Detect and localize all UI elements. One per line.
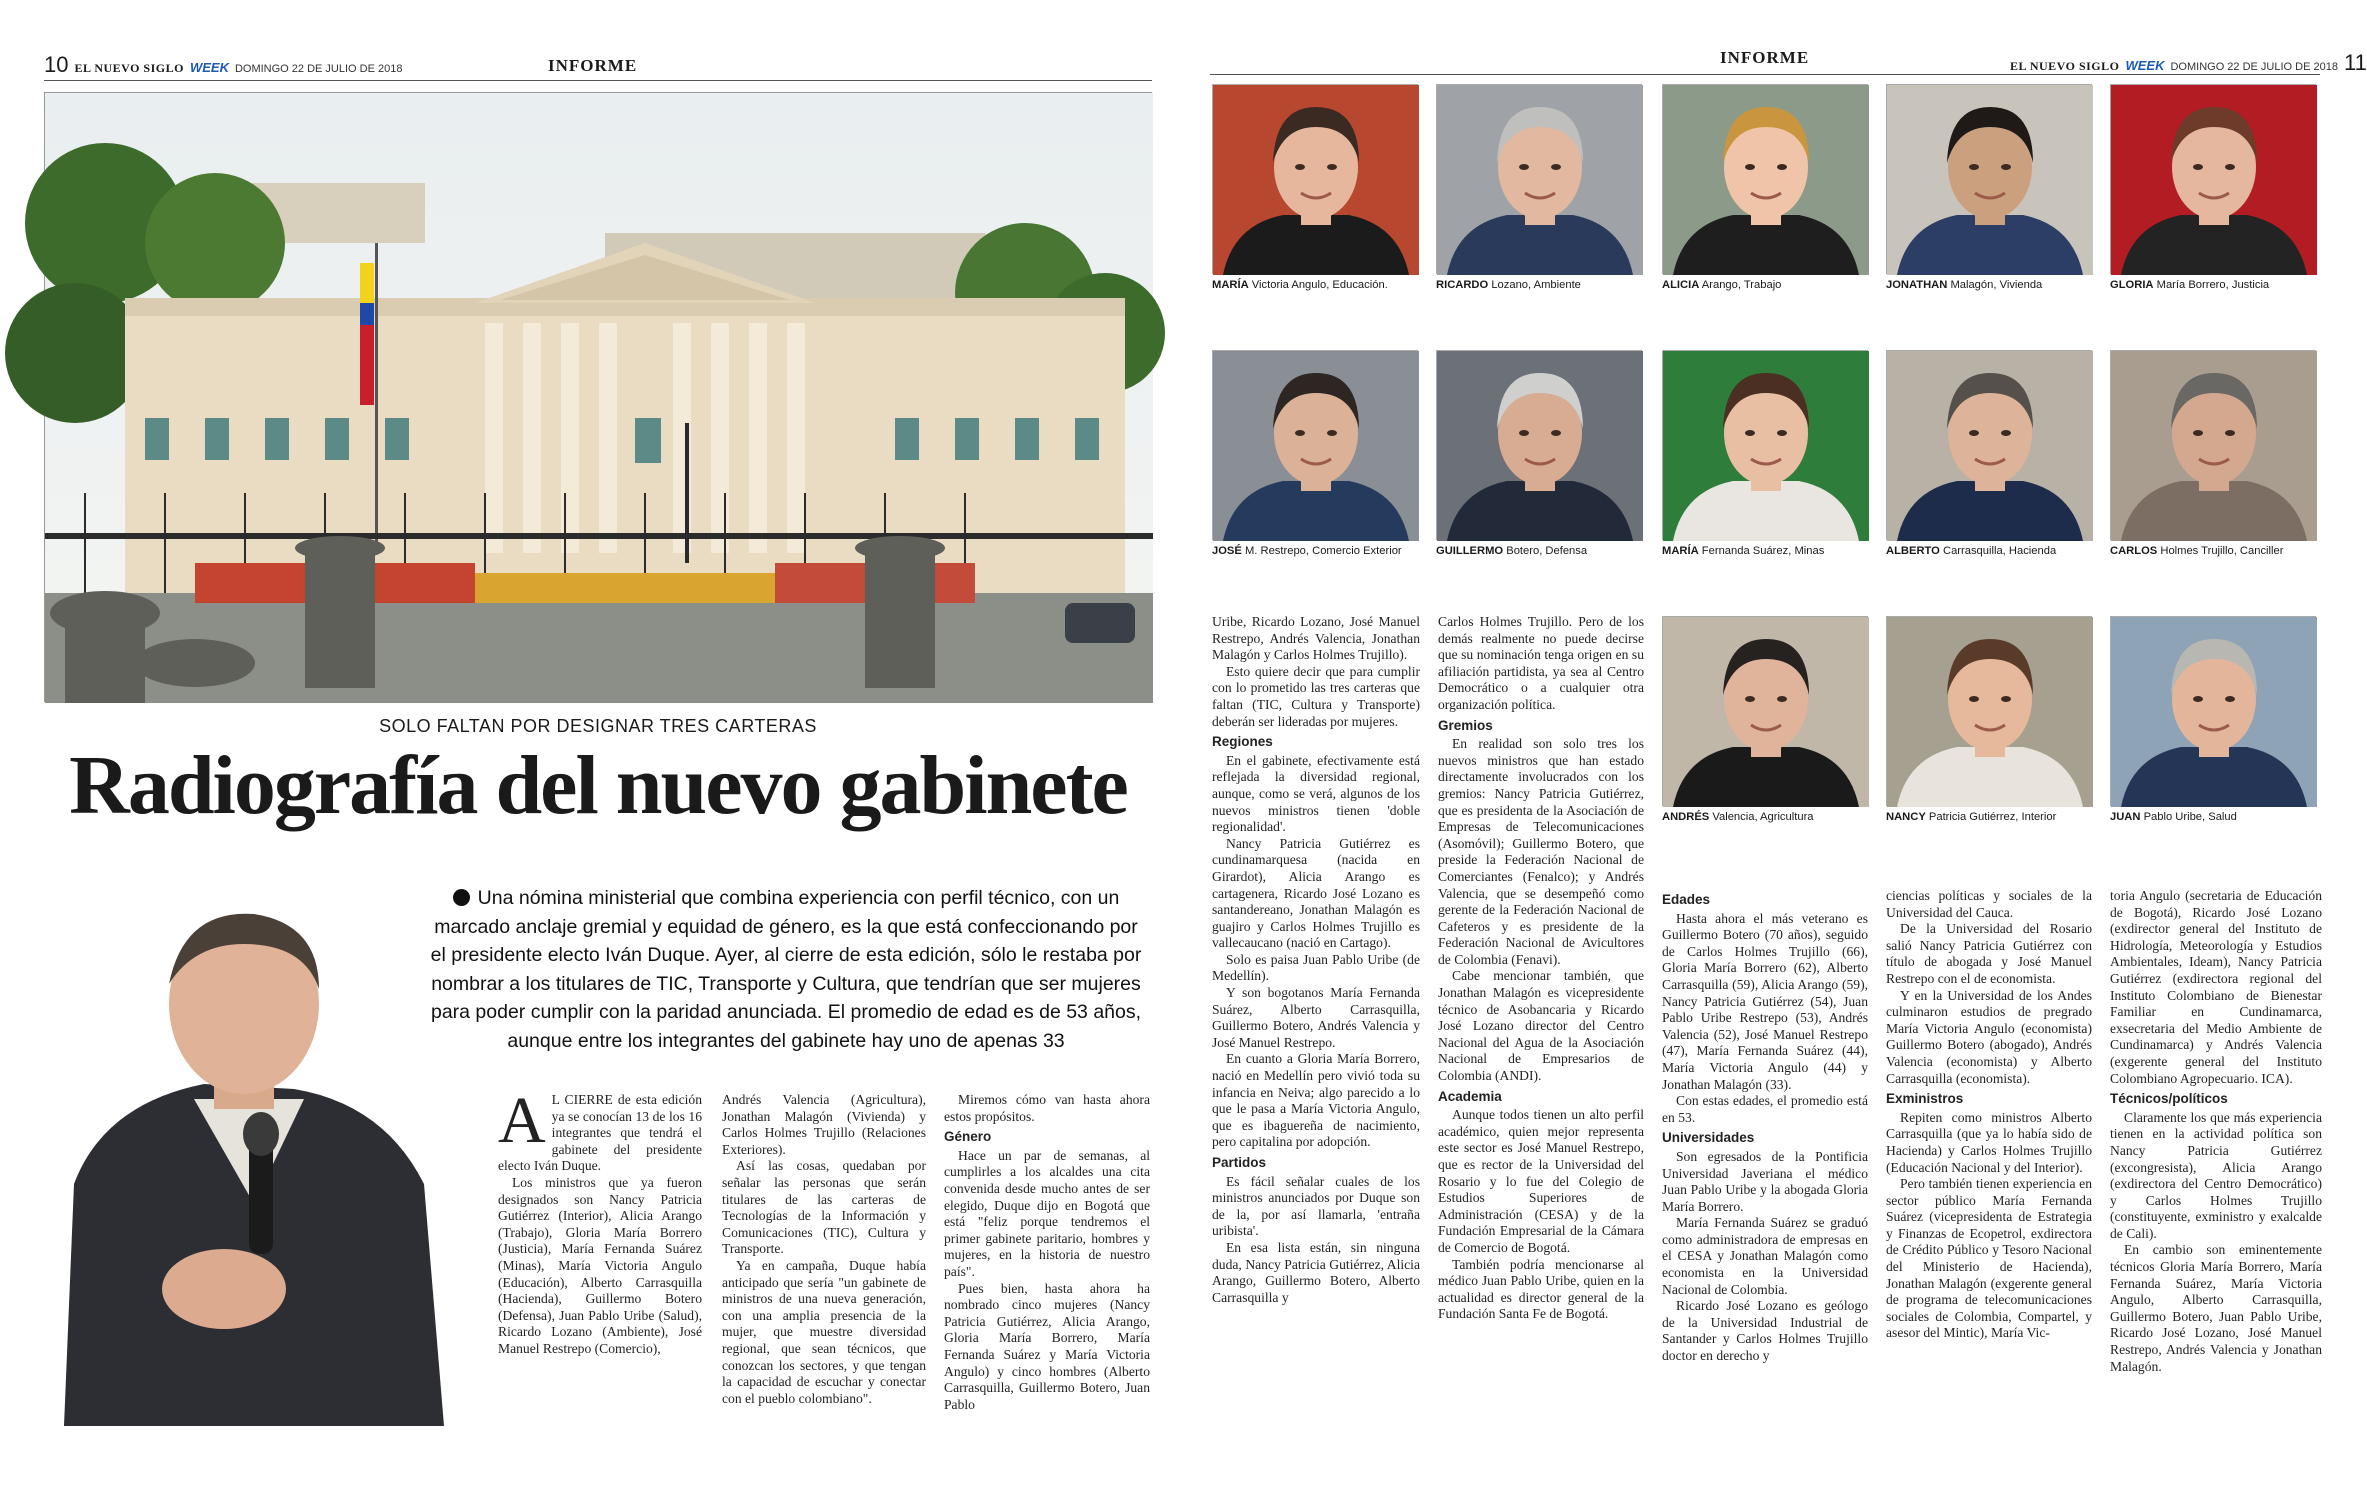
portrait-8 <box>1886 350 2092 557</box>
subhead-edades: Edades <box>1662 892 1711 907</box>
page-number-right: 11 <box>2343 50 2367 75</box>
portrait-photo <box>1662 84 1868 274</box>
portrait-caption: GUILLERMO Botero, Defensa <box>1436 545 1588 557</box>
portrait-0 <box>1212 84 1418 291</box>
portrait-photo <box>1436 350 1642 540</box>
portrait-12 <box>2110 616 2316 823</box>
section-label: INFORME <box>548 56 638 75</box>
portrait-caption: JOSÉ M. Restrepo, Comercio Exterior <box>1212 545 1402 557</box>
publication-name: EL NUEVO SIGLO <box>74 61 184 75</box>
portrait-caption: ALBERTO Carrasquilla, Hacienda <box>1886 545 2057 557</box>
section-label-right: INFORME <box>1720 48 1810 67</box>
portrait-caption: NANCY Patricia Gutiérrez, Interior <box>1886 811 2057 823</box>
portrait-caption: JONATHAN Malagón, Vivienda <box>1886 279 2043 291</box>
subhead-exministros: Exministros <box>1886 1091 1964 1107</box>
body-column-b: Carlos Holmes Trujillo. Pero de los demás realmente no puede decirse que su nominación tenga origen en su afiliación partidista, ya sea al Centro Democrático o a cualquier otra organización política. Gremios En realidad son solo tres los nuevos ministros que han estado directamente involucrados con los gremios: Nancy Patricia Gutiérrez, que es presidenta de la Asociación de Empresas de Telecomunicaciones (Asomóvil); Guillermo Botero, que preside la Federación Nacional de Comerciantes (Fenalco); y Andrés Valencia, que se desempeñó como gerente de la Federación Nacional de Cafeteros y es presidente de la Federación Nacional de Avicultores de Colombia (Fenavi). Cabe mencionar también, que Jonathan Malagón es vicepresidente técnico de Asobancaria y Ricardo José Lozano director del Centro Nacional del Agua de la Asociación Nacional de Empresarios de Colombia (ANDI). Academia Aunque todos tienen un alto perfil académico, quien mejor representa este sector es José Manuel Restrepo, que es rector de la Universidad del Rosario y lo fue del Colegio de Estudios Superiores de Administración (CESA) y de la Fundación Empresarial de la Cámara de Comercio de Bogotá. También podría mencionarse al médico Juan Pablo Uribe, quien en la actualidad es director general de la Fundación Santa Fe de Bogotá. <box>1438 614 1644 1322</box>
subhead-regiones: Regiones <box>1212 734 1273 750</box>
portrait-photo <box>1436 84 1642 274</box>
body-column-3: Miremos cómo van hasta ahora estos propósitos. Género Hace un par de semanas, al cumplirles a los alcaldes una cita convenida desde mucho antes de ser elegido, Duque dijo en Bogotá que está "feliz porque tendremos el primer gabinete paritario, hombres y mujeres, en la historia de nuestro país". Pues bien, hasta ahora ha nombrado cinco mujeres (Nancy Patricia Gutiérrez, Alicia Arango, Gloria María Borrero, María Fernanda Suárez y María Victoria Angulo) y cinco hombres (Alberto Carrasquilla, Guillermo Botero, Juan Pablo <box>944 1092 1150 1412</box>
portrait-photo <box>2110 616 2316 806</box>
portrait-caption: MARÍA Victoria Angulo, Educación. <box>1212 279 1388 291</box>
portrait-caption: ALICIA Arango, Trabajo <box>1662 279 1782 291</box>
portrait-3 <box>1886 84 2092 291</box>
subhead-partidos: Partidos <box>1212 1155 1267 1170</box>
week-label-right: WEEK <box>2125 58 2165 73</box>
portrait-4 <box>2110 84 2316 291</box>
portrait-photo <box>1662 350 1868 540</box>
bullet-icon <box>453 889 470 906</box>
kicker: SOLO FALTAN POR DESIGNAR TRES CARTERAS <box>379 716 817 736</box>
palace-photo <box>44 92 1152 702</box>
portrait-caption: RICARDO Lozano, Ambiente <box>1436 279 1581 291</box>
portrait-caption: ANDRÉS Valencia, Agricultura <box>1662 811 1814 823</box>
body-column-a: Uribe, Ricardo Lozano, José Manuel Restrepo, Andrés Valencia, Jonathan Malagón y Carlos Holmes Trujillo). Esto quiere decir que para cumplir con lo prometido las tres carteras que faltan (TIC, Cultura y Transporte) deberán ser lideradas por mujeres. Regiones En el gabinete, efectivamente está reflejada la diversidad regional, aunque, como se verá, algunos de los nuevos ministros tienen 'doble regionalidad'. Nancy Patricia Gutiérrez es cundinamarquesa (nacida en Girardot), Alicia Arango es cartagenera, Ricardo José Lozano es santandereano, Jonathan Malagón es guajiro y Carlos Holmes Trujillo es vallecaucano (nació en Cartago). Solo es paisa Juan Pablo Uribe (de Medellín). Y son bogotanos María Fernanda Suárez, Alberto Carrasquilla, Guillermo Botero, Andrés Valencia y José Manuel Restrepo. En cuanto a Gloria María Borrero, nació en Medellín pero vivió toda su infancia en Neiva; algo parecido a lo que le pasa a María Victoria Angulo, que es ibaguereña de nacimiento, pero capitalina por adopción. Partidos Es fácil señalar cuales de los ministros anunciados por Duque son de la, por así llamarla, 'entraña uribista'. En esa lista están, sin ninguna duda, Nancy Patricia Gutiérrez, Alicia Arango, Guillermo Botero, Alberto Carrasquilla y <box>1212 614 1420 1305</box>
publication-name-right: EL NUEVO SIGLO <box>2010 59 2120 73</box>
portrait-11 <box>1886 616 2092 823</box>
week-label: WEEK <box>189 60 229 75</box>
body-column-c: Edades Hasta ahora el más veterano es Guillermo Botero (70 años), seguido de Carlos Holmes Trujillo (66), Gloria María Borrero (62), Alberto Carrasquilla (59), Alicia Arango (59), Nancy Patricia Gutiérrez (54), Juan Pablo Uribe Restrepo (53), Andrés Valencia (52), José Manuel Restrepo (47), María Fernanda Suárez (44), María Victoria Angulo (44) y Jonathan Malagón (33). Con estas edades, el promedio está en 53. Universidades Son egresados de la Pontificia Universidad Javeriana el médico Juan Pablo Uribe y la abogada Gloria María Borrero. María Fernanda Suárez se graduó como administradora de empresas en el CESA y Jonathan Malagón como economista en la Universidad Nacional de Colombia. Ricardo José Lozano es geólogo de la Universidad Industrial de Santander y Carlos Holmes Trujillo doctor en derecho y <box>1662 892 1868 1364</box>
dropcap: A <box>498 1084 546 1157</box>
subhead-universidades: Universidades <box>1662 1130 1755 1146</box>
body-column-1: A L CIERRE de esta edición ya se conocían 13 de los 16 integrantes que tendrá el gabinete del presidente electo Iván Duque. Los ministros que ya fueron designados son Nancy Patricia Gutiérrez (Interior), Alicia Arango (Trabajo), Gloria María Borrero (Justicia), María Fernanda Suárez (Minas), María Victoria Angulo (Educación), Alberto Carrasquilla (Hacienda), Guillermo Botero (Defensa), Juan Pablo Uribe (Salud), Ricardo Lozano (Ambiente), José Manuel Restrepo (Comercio), <box>498 1084 702 1356</box>
folio-right <box>2010 50 2367 76</box>
portrait-1 <box>1436 84 1642 291</box>
portrait-photo <box>1886 350 2092 540</box>
portrait-caption: JUAN Pablo Uribe, Salud <box>2110 811 2237 823</box>
portrait-photo <box>1212 350 1418 540</box>
page-number: 10 <box>44 52 69 77</box>
lead-text: Una nómina ministerial que combina experiencia con perfil técnico, con un marcado anclaje gremial y equidad de género, es la que está confeccionando por el presidente electo Iván Duque. Ayer, al cierre de esta edición, sólo le restaba por nombrar a los titulares de TIC, Transporte y Cultura, que tendrían que ser mujeres para poder cumplir con la paridad anunciada. El promedio de edad es de 53 años, aunque entre los integrantes del gabinete hay uno de apenas 33 <box>430 887 1142 1052</box>
subhead-genero: Género <box>944 1129 992 1145</box>
palace-illustration <box>45 93 1153 703</box>
portrait-2 <box>1662 84 1868 291</box>
issue-date-right: DOMINGO 22 DE JULIO DE 2018 <box>2170 61 2338 73</box>
portrait-caption: MARÍA Fernanda Suárez, Minas <box>1662 545 1825 557</box>
portrait-photo <box>2110 350 2316 540</box>
folio-left <box>44 52 402 78</box>
portrait-photo <box>1662 616 1868 806</box>
subhead-academia: Academia <box>1438 1088 1502 1104</box>
body-column-2: Andrés Valencia (Agricultura), Jonathan Malagón (Vivienda) y Carlos Holmes Trujillo (Relaciones Exteriores). Así las cosas, quedaban por señalar las personas que serán titulares de las carteras de Tecnologías de la Información y Comunicaciones (TIC), Cultura y Transporte. Ya en campaña, Duque había anticipado que sería "un gabinete de ministros de una nueva generación, con una amplia presencia de la mujer, que muestre diversidad regional, que sean técnicos, que conozcan los sectores, y que tengan la capacidad de escuchar y conectar con el pueblo colombiano". <box>722 1092 926 1406</box>
headline: Radiografía del nuevo gabinete <box>69 739 1127 832</box>
portrait-caption: CARLOS Holmes Trujillo, Canciller <box>2110 545 2284 557</box>
subhead-tecnicos: Técnicos/políticos <box>2110 1091 2228 1107</box>
portrait-photo <box>1886 616 2092 806</box>
portrait-7 <box>1662 350 1868 557</box>
portrait-caption: GLORIA María Borrero, Justicia <box>2110 279 2270 291</box>
portrait-9 <box>2110 350 2316 557</box>
portrait-6 <box>1436 350 1642 557</box>
header-rule <box>44 80 1152 81</box>
issue-date: DOMINGO 22 DE JULIO DE 2018 <box>234 63 403 75</box>
portrait-photo <box>1886 84 2092 274</box>
portrait-10 <box>1662 616 1868 823</box>
body-column-e: toria Angulo (secretaria de Educación de Bogotá), Ricardo José Lozano (exdirector general del Instituto de Hidrología, Meteorología y Estudios Ambientales, Ideam), Nancy Patricia Gutiérrez (exdirectora regional del Instituto Colombiano de Bienestar Familiar en Cundinamarca, exsecretaria del Medio Ambiente de Cundinamarca) y Andrés Valencia (exgerente general del Instituto Colombiano Agropecuario. ICA). Técnicos/políticos Claramente los que más experiencia tienen en la actividad política son Nancy Patricia Gutiérrez (excongresista), Alicia Arango (exdirectora del Centro Democrático) y Carlos Holmes Trujillo (constituyente, exministro y exalcalde de Cali). En cambio son eminentemente técnicos Gloria María Borrero, María Fernanda Suárez, María Victoria Angulo, Alberto Carrasquilla, Guillermo Botero, Juan Pablo Uribe, Ricardo José Lozano, José Manuel Restrepo, Andrés Valencia y Jonathan Malagón. <box>2110 888 2322 1374</box>
left-page <box>0 0 1174 1488</box>
right-page <box>1174 0 2367 1488</box>
portrait-photo <box>1212 84 1418 274</box>
body-column-d: ciencias políticas y sociales de la Universidad del Cauca. De la Universidad del Rosario salió Nancy Patricia Gutiérrez con título de abogada y José Manuel Restrepo con el de economista. Y en la Universidad de los Andes culminaron estudios de pregrado María Victoria Angulo (economista) Guillermo Botero (abogado), Andrés Valencia (economista) y Alberto Carrasquilla (economista). Exministros Repiten como ministros Alberto Carrasquilla (que ya lo había sido de Hacienda) y Carlos Holmes Trujillo (Educación Nacional y del Interior). Pero también tienen experiencia en sector público María Fernanda Suárez (vicepresidenta de Estrategia y Finanzas de Ecopetrol, exdirectora de Crédito Público y Tesoro Nacional del Ministerio de Hacienda), Jonathan Malagón (exgerente general de programa de telecomunicaciones sociales de Colombia, Compartel, y asesor del Mintic), María Vic- <box>1886 888 2092 1341</box>
header-rule-right <box>1210 74 2320 75</box>
subhead-gremios: Gremios <box>1438 717 1493 733</box>
portrait-photo <box>2110 84 2316 274</box>
portrait-5 <box>1212 350 1418 557</box>
lead-paragraph <box>426 884 1146 1056</box>
